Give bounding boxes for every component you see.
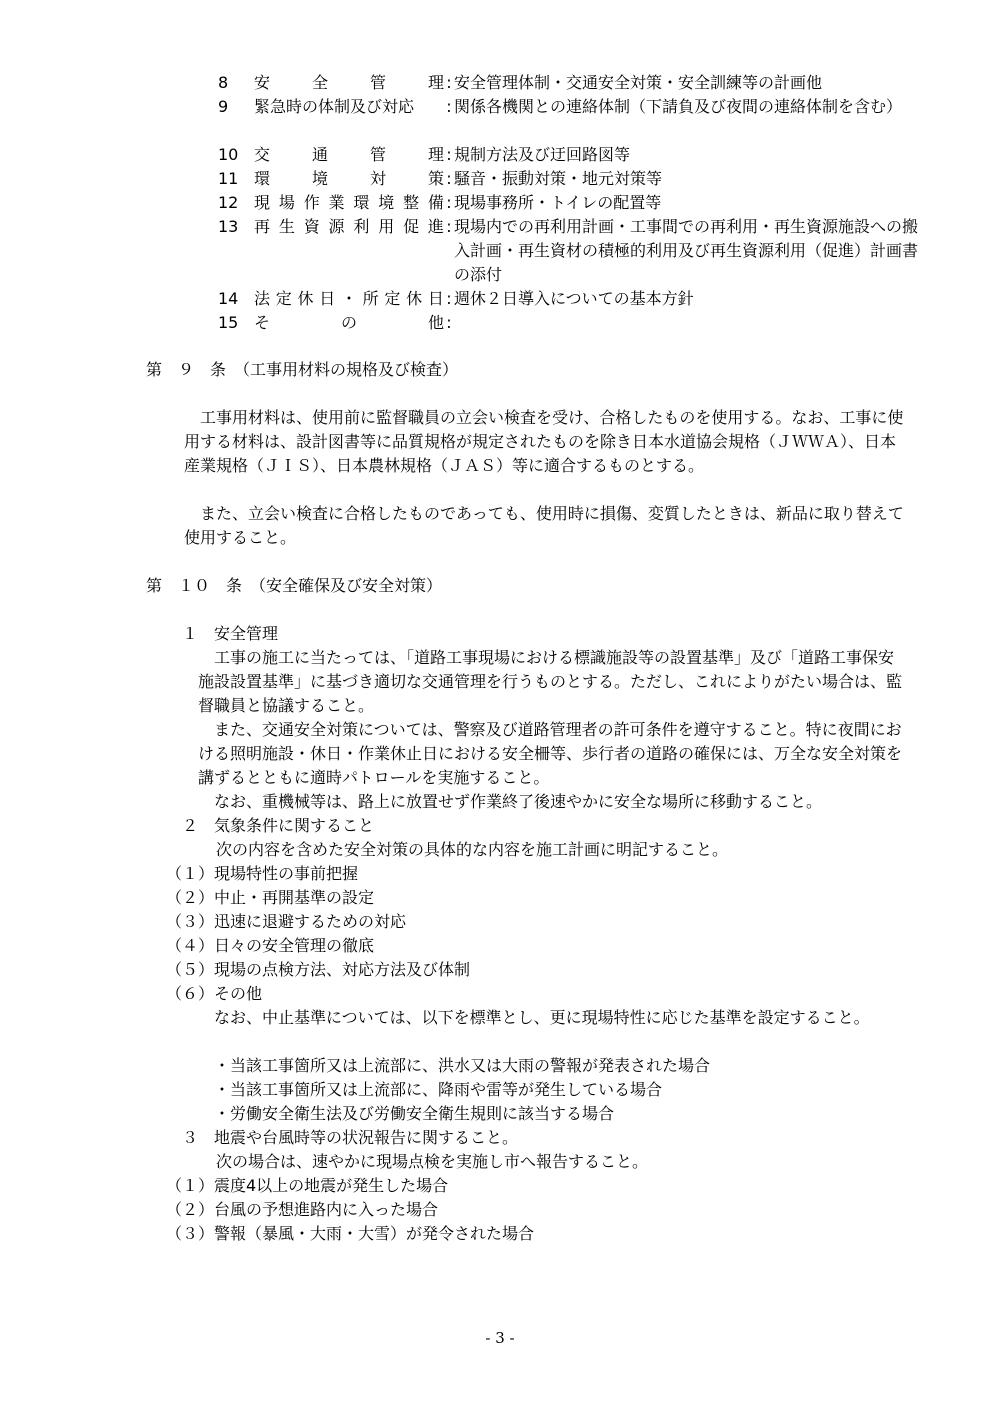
plan-item-number: 13 <box>218 217 239 236</box>
plan-item-label-char: 促 <box>403 217 420 236</box>
plan-item-label-char: 整 <box>403 193 420 212</box>
plan-item <box>218 95 918 143</box>
plan-item <box>218 215 918 287</box>
plan-item <box>218 143 918 167</box>
plan-item-label-char: 現 <box>254 193 271 212</box>
plan-item-label-char: 理 <box>427 145 444 164</box>
article-9-paragraph-1: 工事用材料は、使用前に監督職員の立会い検査を受け、合格したものを使用する。なお、工事に使用する材料は、設計図書等に品質規格が規定されたものを除き日本水道協会規格（ＪＷＷＡ）、日本産業規格（ＪＩＳ）、日本農林規格（ＪＡＳ）等に適合するものとする。 <box>184 408 904 475</box>
list-item: （３）迅速に退避するための対応 <box>166 912 407 931</box>
plan-item-label-char: 定 <box>275 289 292 308</box>
plan-item-label-char: 環 <box>254 169 271 188</box>
plan-item-label <box>254 287 444 311</box>
plan-item-label-char: 理 <box>427 73 444 92</box>
list-item: （２）台風の予想進路内に入った場合 <box>166 1200 439 1219</box>
list-item: ・当該工事箇所又は上流部に、降雨や雷等が発生している場合 <box>214 1080 663 1099</box>
section-1-heading: １ 安全管理 <box>182 624 279 643</box>
plan-item-description: 現場内での再利用計画・工事間での再利用・再生資源施設への搬入計画・再生資材の積極的利用及び再生資源利用（促進）計画書の添付 <box>454 217 919 284</box>
plan-item-label-char: 環 <box>353 193 370 212</box>
plan-item-label-char: 交 <box>254 145 271 164</box>
plan-item-label-char: 境 <box>311 169 328 188</box>
list-item: ・当該工事箇所又は上流部に、洪水又は大雨の警報が発表された場合 <box>214 1056 711 1075</box>
plan-item-description: 関係各機関との連絡体制（下請負及び夜間の連絡体制を含む） <box>454 97 903 116</box>
plan-item-separator: : <box>446 73 452 92</box>
plan-item-separator: : <box>446 193 452 212</box>
plan-item-label-char: 定 <box>384 289 401 308</box>
plan-item-label <box>254 215 444 287</box>
plan-item-description: 騒音・振動対策・地元対策等 <box>454 169 663 188</box>
plan-item-description: 週休２日導入についての基本方針 <box>454 289 694 308</box>
plan-item-label-char: 所 <box>362 289 379 308</box>
plan-item-label-char: 源 <box>328 217 345 236</box>
list-item: （３）警報（暴風・大雨・大雪）が発令された場合 <box>166 1224 535 1243</box>
list-item: （１）現場特性の事前把握 <box>166 864 359 883</box>
article-9-heading: 第 ９ 条 （工事用材料の規格及び検査） <box>146 360 459 379</box>
plan-item-label-char: 日 <box>319 289 336 308</box>
section-1-paragraph-2: また、交通安全対策については、警察及び道路管理者の許可条件を遵守すること。特に夜間における照明施設・休日・作業休止日における安全柵等、歩行者の道路の確保には、万全な安全対策を講ずるとともに適時パトロールを実施すること。 <box>198 720 903 787</box>
plan-item-number: 14 <box>218 289 239 308</box>
plan-item-description: 現場事務所・トイレの配置等 <box>454 193 662 212</box>
plan-item-separator: : <box>446 217 452 236</box>
plan-item-label-char: 用 <box>378 217 395 236</box>
plan-item-number: 11 <box>218 169 239 188</box>
plan-item-label <box>254 311 444 335</box>
section-3-intro: 次の場合は、速やかに現場点検を実施し市へ報告すること。 <box>216 1152 649 1171</box>
plan-item-label-char: 通 <box>311 145 328 164</box>
plan-item-label-char: 緊急時の体制及び対応 <box>254 97 415 116</box>
section-1-paragraph-3: なお、重機械等は、路上に放置せず作業終了後速やかに安全な場所に移動すること。 <box>214 792 823 811</box>
plan-item-label-char: の <box>340 313 357 332</box>
plan-item-label <box>254 95 444 143</box>
plan-item-label-char: 備 <box>427 193 444 212</box>
plan-item-label-char: 境 <box>378 193 395 212</box>
plan-item-label-char: 安 <box>254 73 271 92</box>
plan-item-label-char: 資 <box>303 217 320 236</box>
section-1-paragraph-1: 工事の施工に当たっては、「道路工事現場における標識施設等の設置基準」及び「道路工事保安施設設置基準」に基づき適切な交通管理を行うものとする。ただし、これによりがたい場合は、監督職員と協議すること。 <box>198 648 903 715</box>
plan-item-label-char: 業 <box>328 193 345 212</box>
plan-item-separator: : <box>446 289 452 308</box>
list-item: （１）震度4以上の地震が発生した場合 <box>166 1176 449 1195</box>
list-item: （６）その他 <box>166 984 263 1003</box>
plan-item-description: 安全管理体制・交通安全対策・安全訓練等の計画他 <box>454 73 823 92</box>
list-item: （２）中止・再開基準の設定 <box>166 888 375 907</box>
plan-item-number: 9 <box>218 97 229 116</box>
plan-item-label-char: 法 <box>254 289 271 308</box>
plan-item-separator: : <box>446 169 452 188</box>
plan-item-label <box>254 191 444 215</box>
plan-item-label-char: 対 <box>369 169 386 188</box>
plan-item-label-char: 管 <box>369 73 386 92</box>
plan-item-description: 規制方法及び迂回路図等 <box>454 145 631 164</box>
list-item: （４）日々の安全管理の徹底 <box>166 936 375 955</box>
plan-item-number: 12 <box>218 193 239 212</box>
list-item: ・労働安全衛生法及び労働安全衛生規則に該当する場合 <box>214 1104 615 1123</box>
plan-item-label-char: 再 <box>254 217 271 236</box>
plan-item-label-char: 場 <box>278 193 295 212</box>
plan-item-separator: : <box>446 97 452 116</box>
section-2-heading: ２ 気象条件に関すること <box>182 816 375 835</box>
section-2-note: なお、中止基準については、以下を標準とし、更に現場特性に応じた基準を設定すること。 <box>214 1008 870 1027</box>
plan-item-label-char: 生 <box>278 217 295 236</box>
plan-item-list <box>218 71 918 335</box>
plan-item <box>218 71 918 95</box>
plan-item-label <box>254 71 444 95</box>
article-10-heading: 第 １０ 条 （安全確保及び安全対策） <box>146 576 443 595</box>
plan-item-label-char: 管 <box>369 145 386 164</box>
plan-item-label-char: 利 <box>353 217 370 236</box>
plan-item-number: 10 <box>218 145 239 164</box>
section-3-heading: ３ 地震や台風時等の状況報告に関すること。 <box>182 1128 519 1147</box>
list-item: （５）現場の点検方法、対応方法及び体制 <box>166 960 471 979</box>
plan-item-label-char: 日 <box>427 289 444 308</box>
plan-item-label-char: ・ <box>340 289 357 308</box>
plan-item-label <box>254 143 444 167</box>
plan-item-label-char: 休 <box>406 289 423 308</box>
plan-item <box>218 311 918 335</box>
plan-item-separator: : <box>446 145 452 164</box>
plan-item-label-char: そ <box>254 313 271 332</box>
plan-item <box>218 287 918 311</box>
plan-item-label-char: 進 <box>427 217 444 236</box>
plan-item-label-char: 他 <box>427 313 444 332</box>
plan-item-separator: : <box>446 313 452 332</box>
plan-item-label-char: 休 <box>297 289 314 308</box>
section-2-intro: 次の内容を含めた安全対策の具体的な内容を施工計画に明記すること。 <box>216 840 729 859</box>
plan-item <box>218 191 918 215</box>
plan-item-label-char: 全 <box>311 73 328 92</box>
plan-item-number: 8 <box>218 73 229 92</box>
page-number: - 3 - <box>485 1329 515 1347</box>
plan-item-description <box>454 311 918 335</box>
article-9-paragraph-2: また、立会い検査に合格したものであっても、使用時に損傷、変質したときは、新品に取り替えて使用すること。 <box>184 504 904 547</box>
plan-item-label <box>254 167 444 191</box>
plan-item-number: 15 <box>218 313 239 332</box>
plan-item-label-char: 作 <box>303 193 320 212</box>
plan-item <box>218 167 918 191</box>
plan-item-label-char: 策 <box>427 169 444 188</box>
